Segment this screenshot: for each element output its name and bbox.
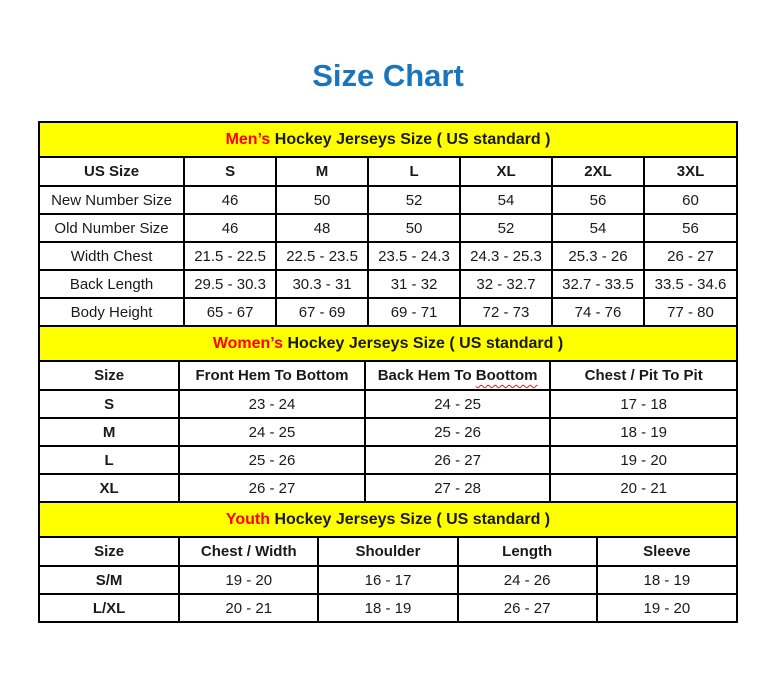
header-cell: 3XL [644,158,736,186]
data-cell: 27 - 28 [365,474,551,501]
data-cell: 69 - 71 [368,298,460,325]
table-row [40,390,736,418]
data-cell: 25.3 - 26 [552,242,644,270]
data-cell: 32 - 32.7 [460,270,552,298]
data-cell: 65 - 67 [184,298,276,325]
header-cell: M [276,158,368,186]
data-cell: 74 - 76 [552,298,644,325]
data-cell: 30.3 - 31 [276,270,368,298]
row-label-cell: New Number Size [40,186,184,214]
table-row [40,474,736,501]
row-label-cell: Old Number Size [40,214,184,242]
data-cell: 60 [644,186,736,214]
data-cell: 17 - 18 [550,390,736,418]
header-cell: Shoulder [318,538,457,566]
womens-section-header [40,325,736,362]
table-row [40,446,736,474]
table-row [40,566,736,594]
header-cell: Chest / Pit To Pit [550,362,736,390]
header-cell: Chest / Width [179,538,318,566]
data-cell: 32.7 - 33.5 [552,270,644,298]
data-cell: 46 [184,214,276,242]
header-cell: Sleeve [597,538,736,566]
data-cell: 26 - 27 [179,474,365,501]
data-cell: 46 [184,186,276,214]
row-label-cell: L/XL [40,594,179,621]
data-cell: 20 - 21 [179,594,318,621]
data-cell: 19 - 20 [550,446,736,474]
data-cell: 24 - 25 [179,418,365,446]
table-row [40,214,736,242]
youth-label-red: Youth [225,511,270,528]
table-row [40,298,736,325]
data-cell: 19 - 20 [179,566,318,594]
mens-size-table [40,158,736,325]
row-label-cell: XL [40,474,179,501]
youth-size-table [40,538,736,621]
data-cell: 33.5 - 34.6 [644,270,736,298]
table-row [40,418,736,446]
mens-label-rest: Hockey Jerseys Size ( US standard ) [270,131,551,148]
data-cell: 56 [552,186,644,214]
data-cell: 25 - 26 [365,418,551,446]
data-cell: 54 [552,214,644,242]
header-cell: US Size [40,158,184,186]
table-header-row [40,538,736,566]
data-cell: 26 - 27 [365,446,551,474]
table-row [40,242,736,270]
header-cell [365,362,551,390]
header-cell: 2XL [552,158,644,186]
data-cell: 16 - 17 [318,566,457,594]
table-row [40,270,736,298]
data-cell: 50 [368,214,460,242]
data-cell: 24 - 26 [458,566,597,594]
data-cell: 23.5 - 24.3 [368,242,460,270]
data-cell: 18 - 19 [318,594,457,621]
row-label-cell: S/M [40,566,179,594]
row-label-cell: S [40,390,179,418]
womens-size-table [40,362,736,501]
womens-label-rest: Hockey Jerseys Size ( US standard ) [283,335,564,352]
misspelled-word: Boottom [475,367,538,384]
womens-label-red: Women’s [212,335,284,352]
data-cell: 22.5 - 23.5 [276,242,368,270]
header-cell: XL [460,158,552,186]
data-cell: 26 - 27 [458,594,597,621]
data-cell: 56 [644,214,736,242]
youth-label-rest: Hockey Jerseys Size ( US standard ) [270,511,551,528]
mens-section-header [40,123,736,158]
data-cell: 18 - 19 [550,418,736,446]
data-cell: 24 - 25 [365,390,551,418]
row-label-cell: M [40,418,179,446]
data-cell: 23 - 24 [179,390,365,418]
data-cell: 52 [460,214,552,242]
data-cell: 21.5 - 22.5 [184,242,276,270]
youth-section-header [40,501,736,538]
data-cell: 20 - 21 [550,474,736,501]
page-title: Size Chart [312,58,464,93]
header-cell: Front Hem To Bottom [179,362,365,390]
mens-label-red: Men’s [225,131,271,148]
table-row [40,594,736,621]
header-cell: Length [458,538,597,566]
row-label-cell: Width Chest [40,242,184,270]
row-label-cell: Back Length [40,270,184,298]
data-cell: 48 [276,214,368,242]
data-cell: 26 - 27 [644,242,736,270]
header-cell: L [368,158,460,186]
size-chart [38,121,738,623]
table-header-row [40,362,736,390]
data-cell: 72 - 73 [460,298,552,325]
data-cell: 67 - 69 [276,298,368,325]
table-row [40,186,736,214]
header-cell: Size [40,362,179,390]
data-cell: 24.3 - 25.3 [460,242,552,270]
data-cell: 25 - 26 [179,446,365,474]
data-cell: 77 - 80 [644,298,736,325]
data-cell: 50 [276,186,368,214]
header-cell: Size [40,538,179,566]
data-cell: 52 [368,186,460,214]
table-header-row [40,158,736,186]
data-cell: 31 - 32 [368,270,460,298]
data-cell: 54 [460,186,552,214]
data-cell: 19 - 20 [597,594,736,621]
data-cell: 29.5 - 30.3 [184,270,276,298]
row-label-cell: Body Height [40,298,184,325]
back-hem-prefix: Back Hem To [377,367,476,384]
row-label-cell: L [40,446,179,474]
header-cell: S [184,158,276,186]
data-cell: 18 - 19 [597,566,736,594]
